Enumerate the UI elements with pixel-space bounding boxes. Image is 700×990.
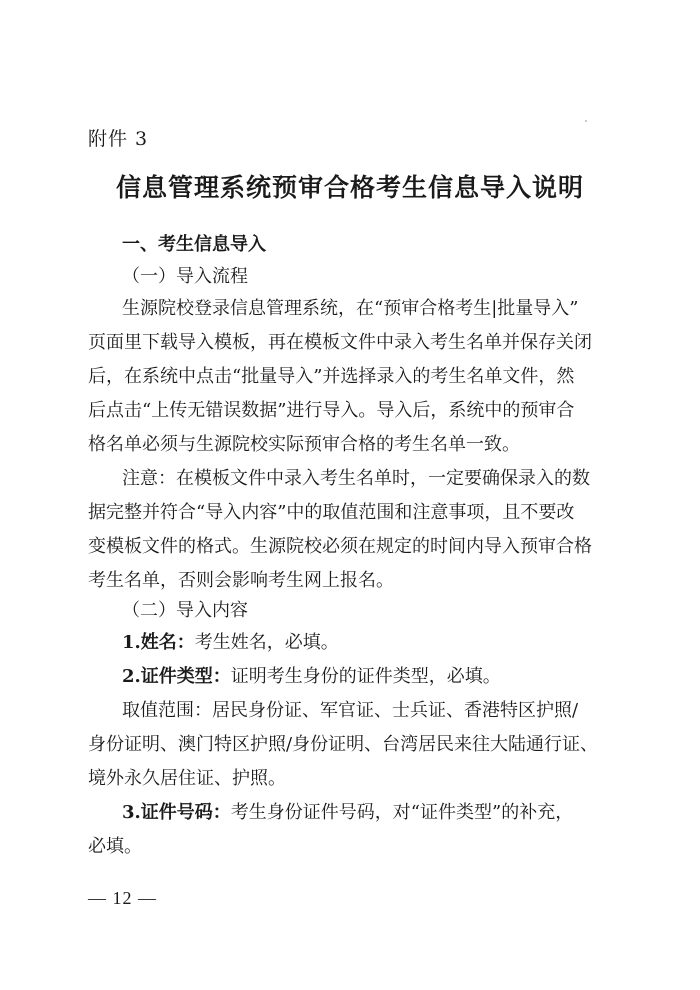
paragraph-line: 格名单必须与生源院校实际预审合格的考生名单一致。 — [88, 434, 520, 455]
subsection-heading-import-process: （一）导入流程 — [122, 266, 248, 287]
document-title: 信息管理系统预审合格考生信息导入说明 — [115, 173, 584, 202]
item-id-number — [122, 802, 573, 824]
range-line: 取值范围：居民身份证、军官证、士兵证、香港特区护照/ — [122, 700, 579, 721]
item-id-number-continuation: 必填。 — [88, 836, 142, 857]
section-heading-1: 一、考生信息导入 — [122, 234, 266, 255]
paragraph-line: 页面里下载导入模板，再在模板文件中录入考生名单并保存关闭 — [88, 332, 592, 353]
note-line: 考生名单，否则会影响考生网上报名。 — [88, 570, 394, 591]
note-line: 注意：在模板文件中录入考生名单时，一定要确保录入的数 — [122, 468, 590, 489]
attachment-label: 附件 3 — [88, 128, 149, 150]
item-id-type-label: 2.证件类型： — [122, 666, 231, 687]
range-line: 境外永久居住证、护照。 — [88, 768, 286, 789]
scan-speck — [585, 120, 587, 122]
range-line: 身份证明、澳门特区护照/身份证明、台湾居民来往大陆通行证、 — [88, 734, 599, 755]
item-id-type-text: 证明考生身份的证件类型，必填。 — [230, 666, 501, 687]
item-name-label: 1.姓名： — [122, 632, 195, 653]
paragraph-line: 后点击“上传无错误数据”进行导入。导入后，系统中的预审合 — [88, 400, 575, 421]
note-line: 变模板文件的格式。生源院校必须在规定的时间内导入预审合格 — [88, 536, 592, 557]
item-id-number-label: 3.证件号码： — [122, 802, 231, 823]
item-id-number-text: 考生身份证件号码，对“证件类型”的补充， — [230, 802, 574, 823]
paragraph-line: 后，在系统中点击“批量导入”并选择录入的考生名单文件，然 — [88, 366, 575, 387]
subsection-heading-import-content: （二）导入内容 — [122, 600, 248, 621]
item-id-type — [122, 666, 501, 688]
page-number: — 12 — — [88, 888, 157, 908]
item-name — [122, 632, 339, 654]
note-line: 据完整并符合“导入内容”中的取值范围和注意事项，且不要改 — [88, 502, 575, 523]
item-name-text: 考生姓名，必填。 — [194, 632, 339, 653]
paragraph-line: 生源院校登录信息管理系统，在“预审合格考生|批量导入” — [122, 298, 579, 319]
